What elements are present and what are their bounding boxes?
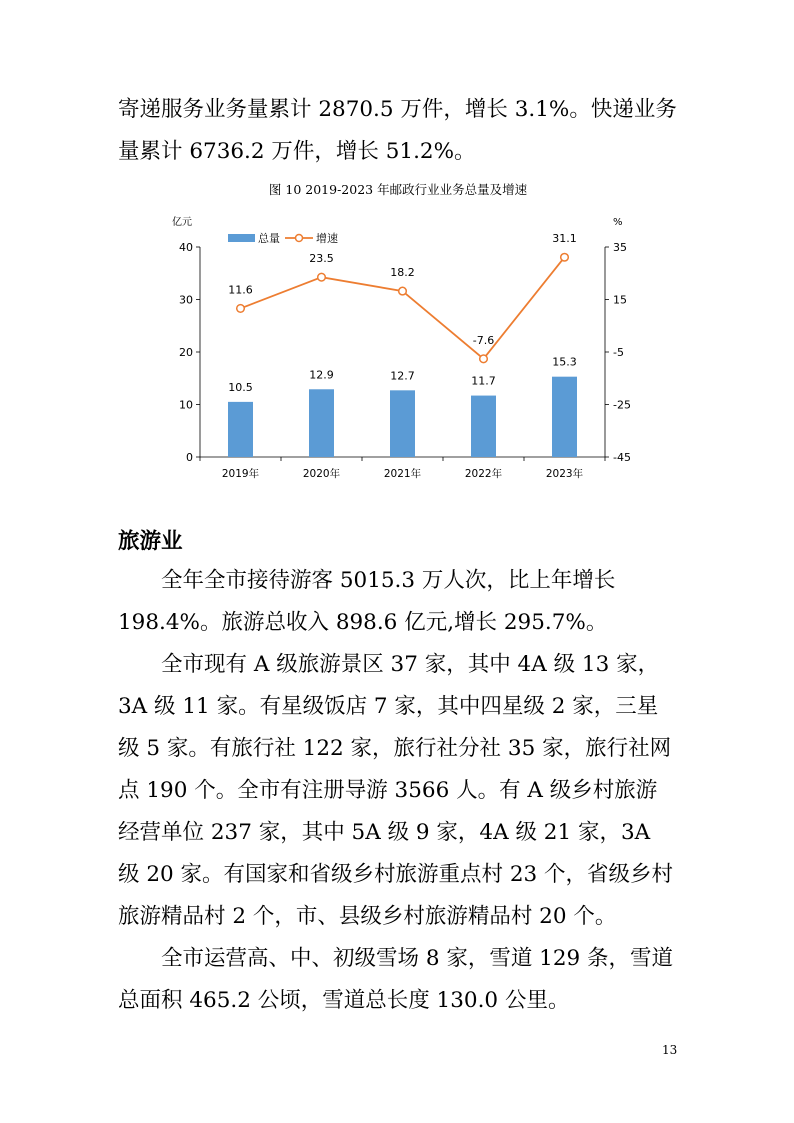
x-tick-label: 2019年: [221, 468, 260, 480]
growth-value-label: 31.1: [552, 232, 577, 246]
growth-value-label: 23.5: [309, 252, 334, 266]
x-tick-label: 2022年: [464, 468, 503, 480]
left-tick-label: 0: [186, 451, 193, 464]
right-tick-label: 35: [613, 241, 627, 254]
bar-value-label: 12.9: [309, 368, 334, 382]
postal-chart: [150, 205, 650, 495]
growth-value-label: -7.6: [472, 333, 495, 347]
left-tick-label: 10: [179, 398, 193, 412]
figure-caption: 图 10 2019-2023 年邮政行业业务总量及增速: [268, 182, 528, 197]
left-tick-label: 40: [179, 241, 193, 254]
growth-point: [318, 273, 326, 281]
intro-paragraph: 寄递服务业务量累计 2870.5 万件，增长 3.1%。快递业务量累计 6736.2 万件，增长 51.2%。: [118, 97, 677, 164]
tourism-paragraph-2: 全市现有 A 级旅游景区 37 家，其中 4A 级 13 家，3A 级 11 家。有星级饭店 7 家，其中四星级 2 家，三星级 5 家。有旅行社 122 家，旅行社分社 35 家，旅行社网点 190 个。全市有注册导游 3566 人。有 A 级乡村旅游经营单位 237 家，其中 5A 级 9 家，4A 级 21 家，3A 级 20 家。有国家和省级乡村旅游重点村 23 个，省级乡村旅游精品村 2 个，市、县级乡村旅游精品村 20 个。: [118, 652, 674, 929]
legend-swatch-total: [228, 234, 255, 242]
right-tick-label: 15: [613, 293, 627, 307]
page-number: 13: [662, 1043, 678, 1057]
x-tick-label: 2020年: [302, 468, 341, 480]
x-tick-label: 2023年: [545, 468, 584, 480]
right-axis-unit: %: [613, 217, 623, 228]
bar: [552, 377, 577, 457]
growth-point: [237, 305, 245, 313]
growth-point: [480, 355, 488, 363]
legend-label-total: 总量: [258, 232, 280, 245]
right-tick-label: -5: [613, 346, 624, 359]
bar-value-label: 11.7: [471, 374, 496, 388]
growth-value-label: 18.2: [390, 266, 415, 280]
growth-value-label: 11.6: [228, 283, 253, 297]
bar: [228, 402, 253, 457]
legend-marker-growth: [296, 235, 303, 242]
growth-point: [561, 253, 569, 261]
tourism-paragraph-3: 全市运营高、中、初级雪场 8 家，雪道 129 条，雪道总面积 465.2 公顷，雪道总长度 130.0 公里。: [118, 946, 674, 1013]
growth-point: [399, 287, 407, 295]
bar: [390, 390, 415, 457]
bar-value-label: 12.7: [390, 369, 415, 383]
left-axis-unit: 亿元: [172, 217, 192, 228]
right-tick-label: -25: [613, 398, 631, 412]
left-tick-label: 20: [179, 346, 193, 359]
bar-value-label: 15.3: [552, 355, 577, 369]
x-tick-label: 2021年: [383, 468, 422, 480]
tourism-paragraph-1: 全年全市接待游客 5015.3 万人次，比上年增长 198.4%。旅游总收入 898.6 亿元,增长 295.7%。: [118, 568, 616, 635]
left-tick-label: 30: [179, 293, 193, 307]
bar-value-label: 10.5: [228, 380, 253, 394]
right-tick-label: -45: [613, 451, 631, 464]
bar: [471, 396, 496, 457]
bar: [309, 389, 334, 457]
legend-label-growth: 增速: [316, 232, 338, 245]
section-heading-tourism: 旅游业: [118, 529, 183, 554]
